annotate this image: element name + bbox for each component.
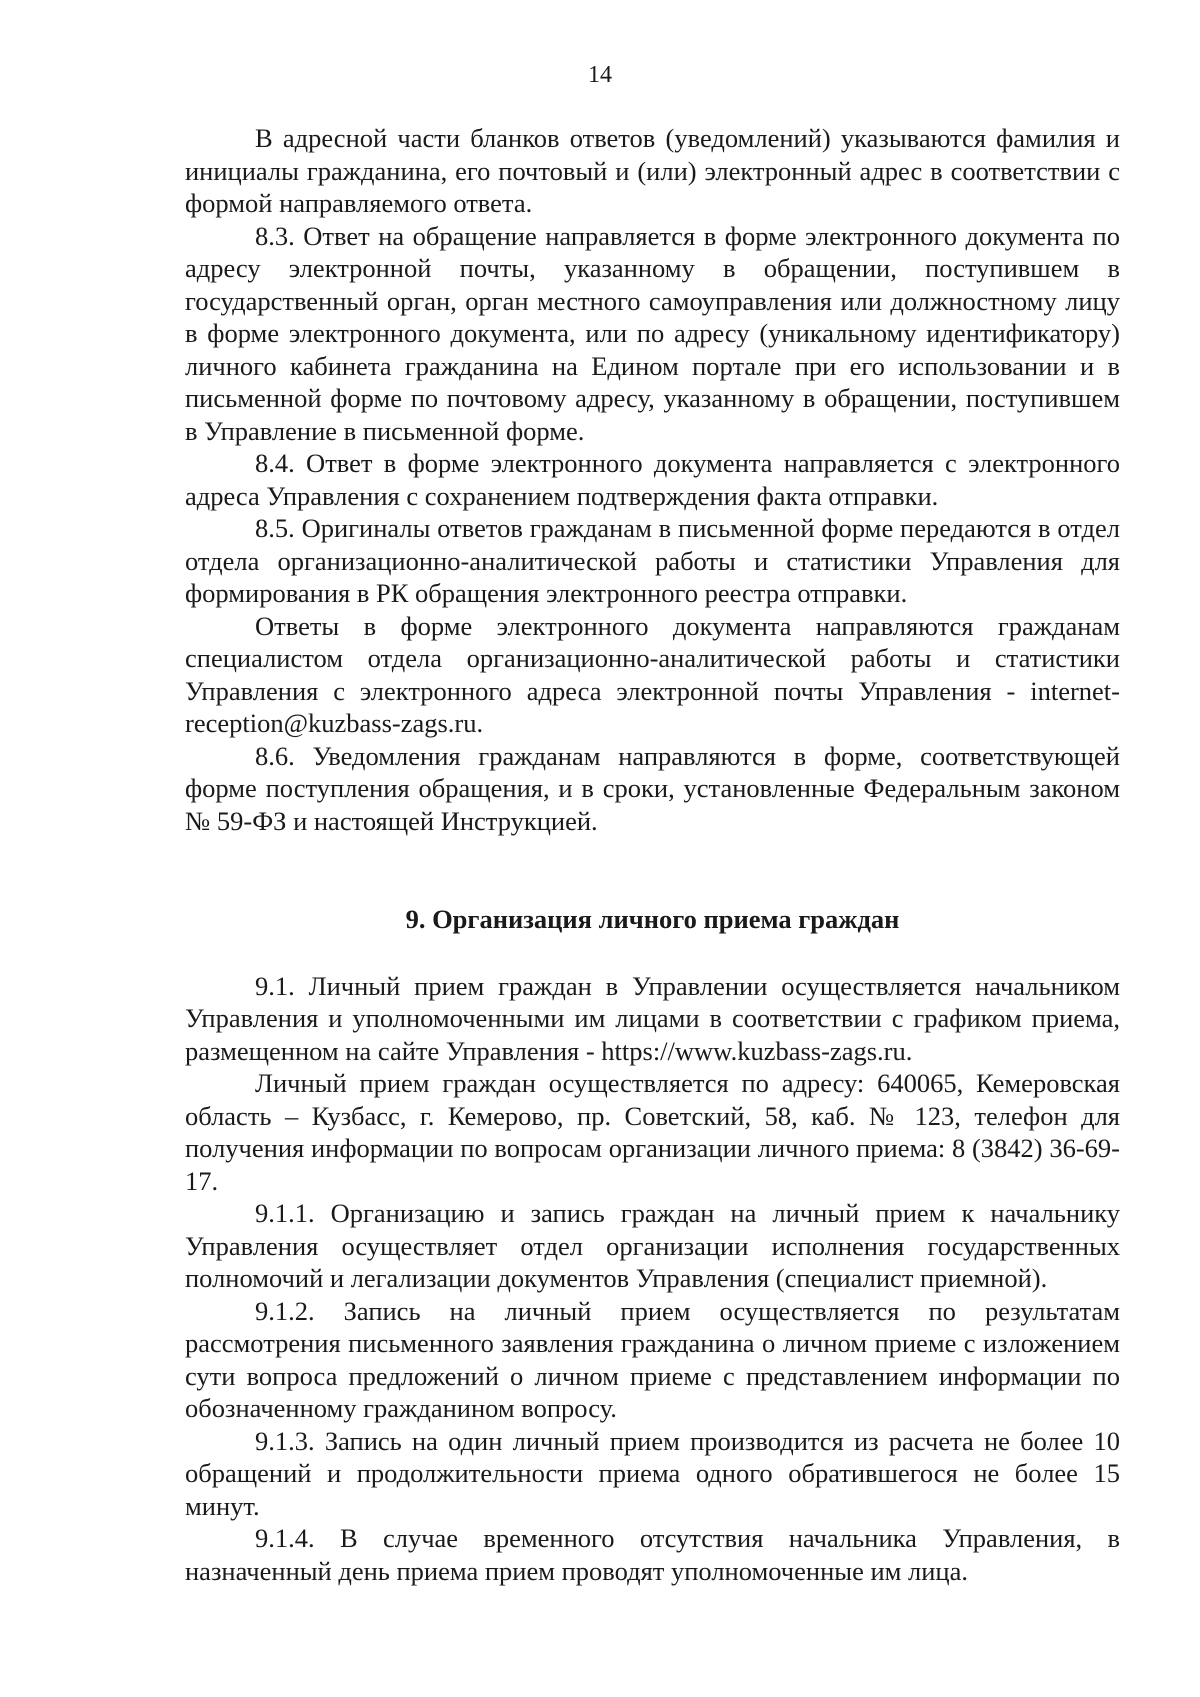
page-number: 14	[588, 62, 612, 88]
section-heading-9: 9. Организация личного приема граждан	[405, 904, 900, 934]
paragraph-9-1-1: 9.1.1. Организацию и запись граждан на личный прием к начальнику Управления осуществляет отдел организации исполнения государственных полномочий и легализации документов Управления (специалист приемной).	[185, 1198, 1120, 1293]
paragraph-reception-address: Личный прием граждан осуществляется по адресу: 640065, Кемеровская область – Кузбасс, г. Кемерово, пр. Советский, 58, каб. № 123, телефон для получения информации по вопросам организации личного приема: 8 (3842) 36-69-17.	[185, 1068, 1120, 1196]
paragraph-9-1-4: 9.1.4. В случае временного отсутствия начальника Управления, в назначенный день приема прием проводят уполномоченные им лица.	[185, 1523, 1120, 1586]
paragraph-9-1-3: 9.1.3. Запись на один личный прием производится из расчета не более 10 обращений и продолжительности приема одного обратившегося не более 15 минут.	[185, 1425, 1120, 1521]
paragraph-electronic-answers: Ответы в форме электронного документа направляются гражданам специалистом отдела организационно-аналитической работы и статистики Управления с электронного адреса электронной почты Управления - internet-reception@kuzbass-zags.ru.	[185, 610, 1120, 738]
paragraph-8-4: 8.4. Ответ в форме электронного документа направляется с электронного адреса Управления с сохранением подтверждения факта отправки.	[185, 448, 1120, 511]
paragraph-9-1-2: 9.1.2. Запись на личный прием осуществляется по результатам рассмотрения письменного заявления гражданина о личном приеме с изложением сути вопроса предложений о личном приеме с представлением информации по обозначенному гражданином вопросу.	[185, 1295, 1120, 1423]
paragraph-8-6: 8.6. Уведомления гражданам направляются в форме, соответствующей форме поступления обращения, и в сроки, установленные Федеральным законом № 59-ФЗ и настоящей Инструкцией.	[185, 740, 1120, 836]
paragraph-8-3: 8.3. Ответ на обращение направляется в форме электронного документа по адресу электронной почты, указанному в обращении, поступившем в государственный орган, орган местного самоуправления или должностному лицу в форме электронного документа, или по адресу (уникальному идентификатору) личного кабинета гражданина на Едином портале при его использовании и в письменной форме по почтовому адресу, указанному в обращении, поступившем в Управление в письменной форме.	[185, 220, 1120, 446]
paragraph-address-block: В адресной части бланков ответов (уведомлений) указываются фамилия и инициалы гражданина, его почтовый и (или) электронный адрес в соответствии с формой направляемого ответа.	[185, 123, 1120, 218]
paragraph-8-5: 8.5. Оригиналы ответов гражданам в письменной форме передаются в отдел отдела организационно-аналитической работы и статистики Управления для формирования в РК обращения электронного реестра отправки.	[185, 513, 1120, 608]
document-body	[185, 122, 1120, 1587]
paragraph-9-1: 9.1. Личный прием граждан в Управлении осуществляется начальником Управления и уполномоченными им лицами в соответствии с графиком приема, размещенном на сайте Управления - https://www.kuzbass-zags.ru.	[185, 970, 1120, 1066]
